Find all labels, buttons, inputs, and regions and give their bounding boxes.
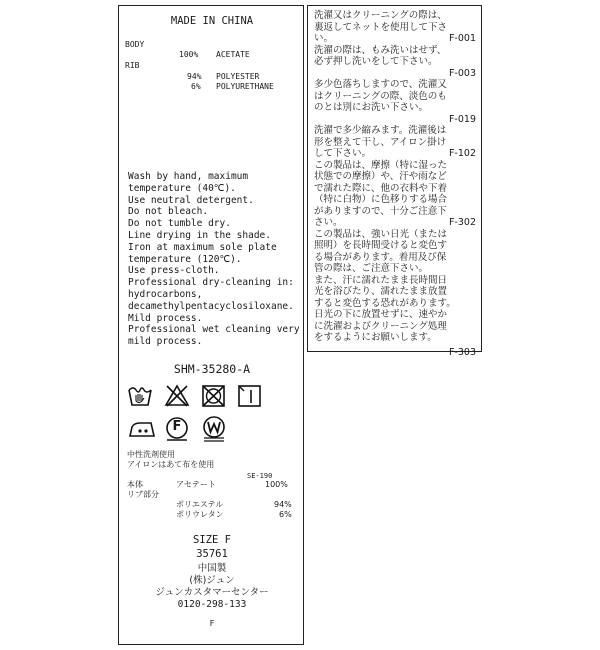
care-line: Mild process.: [128, 312, 203, 324]
care-note-line: 日光の下に放置せずに、速やか: [314, 309, 448, 320]
care-note-code: F-303: [448, 346, 476, 358]
rib-percentage-2: 6%: [191, 82, 201, 91]
jp-note-neutral-detergent: 中性洗剤使用: [127, 450, 175, 459]
dry-clean-f-letter: F: [172, 419, 182, 434]
rib-percentage-1: 94%: [187, 72, 202, 81]
care-note-code: F-102: [448, 148, 476, 159]
do-not-bleach-icon: [164, 384, 190, 408]
jp-rib-material-1: ポリエステル: [176, 500, 224, 509]
care-line: Do not tumble dry.: [128, 218, 231, 230]
care-note-line: をするようにお願いします。: [314, 332, 437, 343]
care-label-right: [307, 5, 482, 358]
care-line: decamethylpentacyclosiloxane.: [128, 300, 294, 312]
care-note-line: この製品は、強い日光（または: [314, 228, 448, 240]
care-note-block: [314, 45, 476, 80]
care-line: Line drying in the shade.: [128, 229, 271, 241]
iron-icon: [127, 417, 157, 441]
body-material: ACETATE: [216, 50, 250, 59]
care-note-block: [314, 125, 476, 160]
care-line: Iron at maximum sole plate: [128, 241, 277, 253]
care-note-code: F-001: [448, 33, 476, 44]
care-note-line: はクリーニングの際、淡色のも: [314, 90, 447, 102]
care-label-left: [118, 5, 304, 645]
hand-wash-icon: [127, 384, 153, 408]
care-note-code: F-003: [448, 67, 476, 79]
item-number: 35761: [196, 548, 228, 560]
care-note-block: [314, 79, 476, 125]
care-note-line: い。: [314, 33, 334, 44]
rib-material-2: POLYURETHANE: [216, 82, 274, 91]
care-note-code: F-302: [448, 217, 476, 228]
jp-rib-percentage-1: 94%: [274, 500, 292, 509]
care-note-block: [314, 160, 476, 229]
size-text: SIZE F: [193, 534, 231, 546]
do-not-tumble-dry-icon: [201, 384, 226, 408]
care-note-line: 洗濯又はクリーニングの際は、: [314, 10, 447, 21]
care-note-block: [314, 229, 476, 359]
care-note-line: る場合があります。着用及び保: [314, 251, 447, 263]
line-dry-shade-icon: [237, 384, 262, 408]
care-line: Use press-cloth.: [128, 265, 220, 277]
care-note-line: さい。: [314, 217, 343, 228]
bottom-mark: F: [209, 619, 215, 628]
care-note-line: 照明）を長時間受けると変色す: [314, 240, 448, 251]
care-note-line: （特に白物）に色移りする場合: [314, 194, 448, 205]
care-line: temperature (120℃).: [128, 253, 242, 265]
care-note-line: のとは別にお洗い下さい。: [314, 102, 429, 113]
care-note-line: 光を浴びたり、濡れたまま放置: [314, 286, 448, 297]
care-note-line: 多少色落ちしますので、洗濯又: [314, 79, 447, 90]
care-note-line: 管の際は、ご注意下さい。: [314, 263, 429, 274]
care-note-line: で濡れた際に、他の衣料や下着: [314, 182, 448, 194]
care-note-line: して下さい。: [314, 148, 372, 159]
jp-body-material: アセテート: [176, 480, 216, 489]
body-label: BODY: [125, 40, 145, 49]
origin-text: MADE IN CHINA: [170, 15, 254, 27]
se-code: SE-190: [247, 472, 273, 480]
jp-note-press-cloth: アイロンはあて布を使用: [127, 460, 215, 469]
care-line: Do not bleach.: [128, 206, 209, 218]
care-line: Use neutral detergent.: [128, 194, 254, 206]
jp-body-percentage: 100%: [265, 480, 288, 489]
wet-clean-w-icon: [199, 414, 229, 444]
care-instructions: [128, 171, 300, 348]
care-note-code: F-019: [448, 113, 476, 125]
care-note-line: 形を整えて干し、アイロン掛け: [314, 136, 447, 148]
care-line: mild process.: [128, 336, 203, 348]
body-percentage: 100%: [179, 50, 199, 59]
care-line: Wash by hand, maximum: [128, 171, 249, 182]
care-note-line: この製品は、摩擦（特に湿った: [314, 159, 448, 171]
care-line: Professional wet cleaning very: [128, 324, 300, 336]
care-note-line: がありますので、十分ご注意下: [314, 205, 447, 217]
care-note-line: に洗濯およびクリーニング処理: [314, 320, 447, 332]
care-note-line: 状態での摩擦）や、汗や雨など: [314, 171, 447, 182]
product-code: SHM-35280-A: [173, 362, 251, 376]
care-line: Professional dry-cleaning in:: [128, 277, 294, 289]
customer-center: ジュンカスタマーセンター: [155, 587, 269, 598]
care-note-line: また、汗に濡れたまま長時間日: [314, 274, 448, 286]
jp-care-notes: [314, 10, 476, 358]
care-note-line: 洗濯の際は、もみ洗いはせず、: [314, 44, 447, 56]
phone-number: 0120-298-133: [177, 599, 247, 610]
jp-body-label: 本体: [127, 480, 143, 489]
care-note-line: すると変色する恐れがあります。: [314, 297, 456, 309]
jp-rib-label: リブ部分: [127, 490, 159, 499]
jp-rib-percentage-2: 6%: [279, 510, 292, 519]
rib-label: RIB: [125, 61, 140, 70]
care-line: hydrocarbons,: [128, 288, 203, 300]
care-line: temperature (40℃).: [128, 182, 236, 194]
care-note-line: 必ず押し洗いをして下さい。: [314, 56, 438, 67]
care-note-block: [314, 10, 476, 45]
care-note-line: 裏返してネットを使用して下さ: [314, 21, 448, 33]
jp-rib-material-2: ポリウレタン: [176, 510, 224, 519]
jp-origin: 中国製: [197, 563, 227, 574]
care-note-line: 洗濯で多少縮みます。洗濯後は: [314, 125, 447, 136]
rib-material-1: POLYESTER: [216, 72, 260, 81]
company-name: (株)ジュン: [189, 575, 235, 586]
